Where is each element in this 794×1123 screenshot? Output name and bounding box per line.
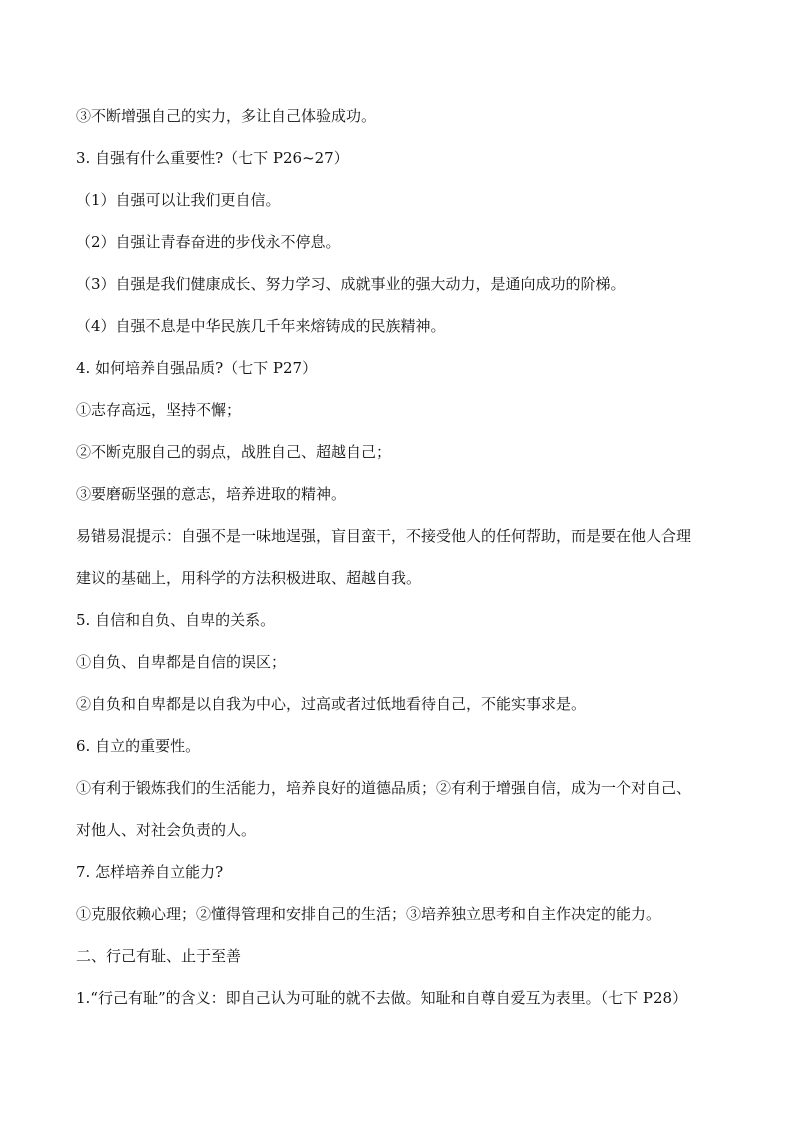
text-line: ②自负和自卑都是以自我为中心，过高或者过低地看待自己，不能实事求是。 [76, 695, 587, 713]
text-line: ③要磨砺坚强的意志，培养进取的精神。 [76, 485, 347, 503]
section-heading: 1.“行己有耻”的含义：即自己认为可耻的就不去做。知耻和自尊自爱互为表里。（七下 P28） [76, 989, 688, 1007]
section-heading: 4. 如何培养自强品质?（七下 P27） [76, 359, 318, 377]
text-line: ③不断增强自己的实力，多让自己体验成功。 [76, 107, 377, 125]
text-line: 对他人、对社会负责的人。 [76, 821, 257, 839]
text-line: ①克服依赖心理；②懂得管理和安排自己的生活；③培养独立思考和自主作决定的能力。 [76, 905, 662, 923]
text-line: （3）自强是我们健康成长、努力学习、成就事业的强大动力，是通向成功的阶梯。 [76, 275, 626, 293]
section-heading: 7. 怎样培养自立能力? [76, 863, 224, 881]
section-heading: 5. 自信和自负、自卑的关系。 [76, 611, 276, 629]
text-line: （4）自强不息是中华民族几千年来熔铸成的民族精神。 [76, 317, 446, 335]
text-line: ①有利于锻炼我们的生活能力，培养良好的道德品质；②有利于增强自信，成为一个对自己、 [76, 779, 692, 797]
text-line: （1）自强可以让我们更自信。 [76, 191, 281, 209]
text-line: ①自负、自卑都是自信的误区； [76, 653, 287, 671]
text-line: ②不断克服自己的弱点，战胜自己、超越自己； [76, 443, 392, 461]
tip-line: 易错易混提示：自强不是一味地逞强，盲目蛮干，不接受他人的任何帮助，而是要在他人合理 [76, 527, 692, 545]
document-body [76, 100, 736, 1024]
section-heading: 3. 自强有什么重要性?（七下 P26~27） [76, 149, 349, 167]
text-line: （2）自强让青春奋进的步伐永不停息。 [76, 233, 341, 251]
text-line: ①志存高远，坚持不懈； [76, 401, 242, 419]
section-heading: 6. 自立的重要性。 [76, 737, 201, 755]
tip-line: 建议的基础上，用科学的方法积极进取、超越自我。 [76, 569, 422, 587]
chapter-heading: 二、行己有耻、止于至善 [76, 947, 242, 965]
